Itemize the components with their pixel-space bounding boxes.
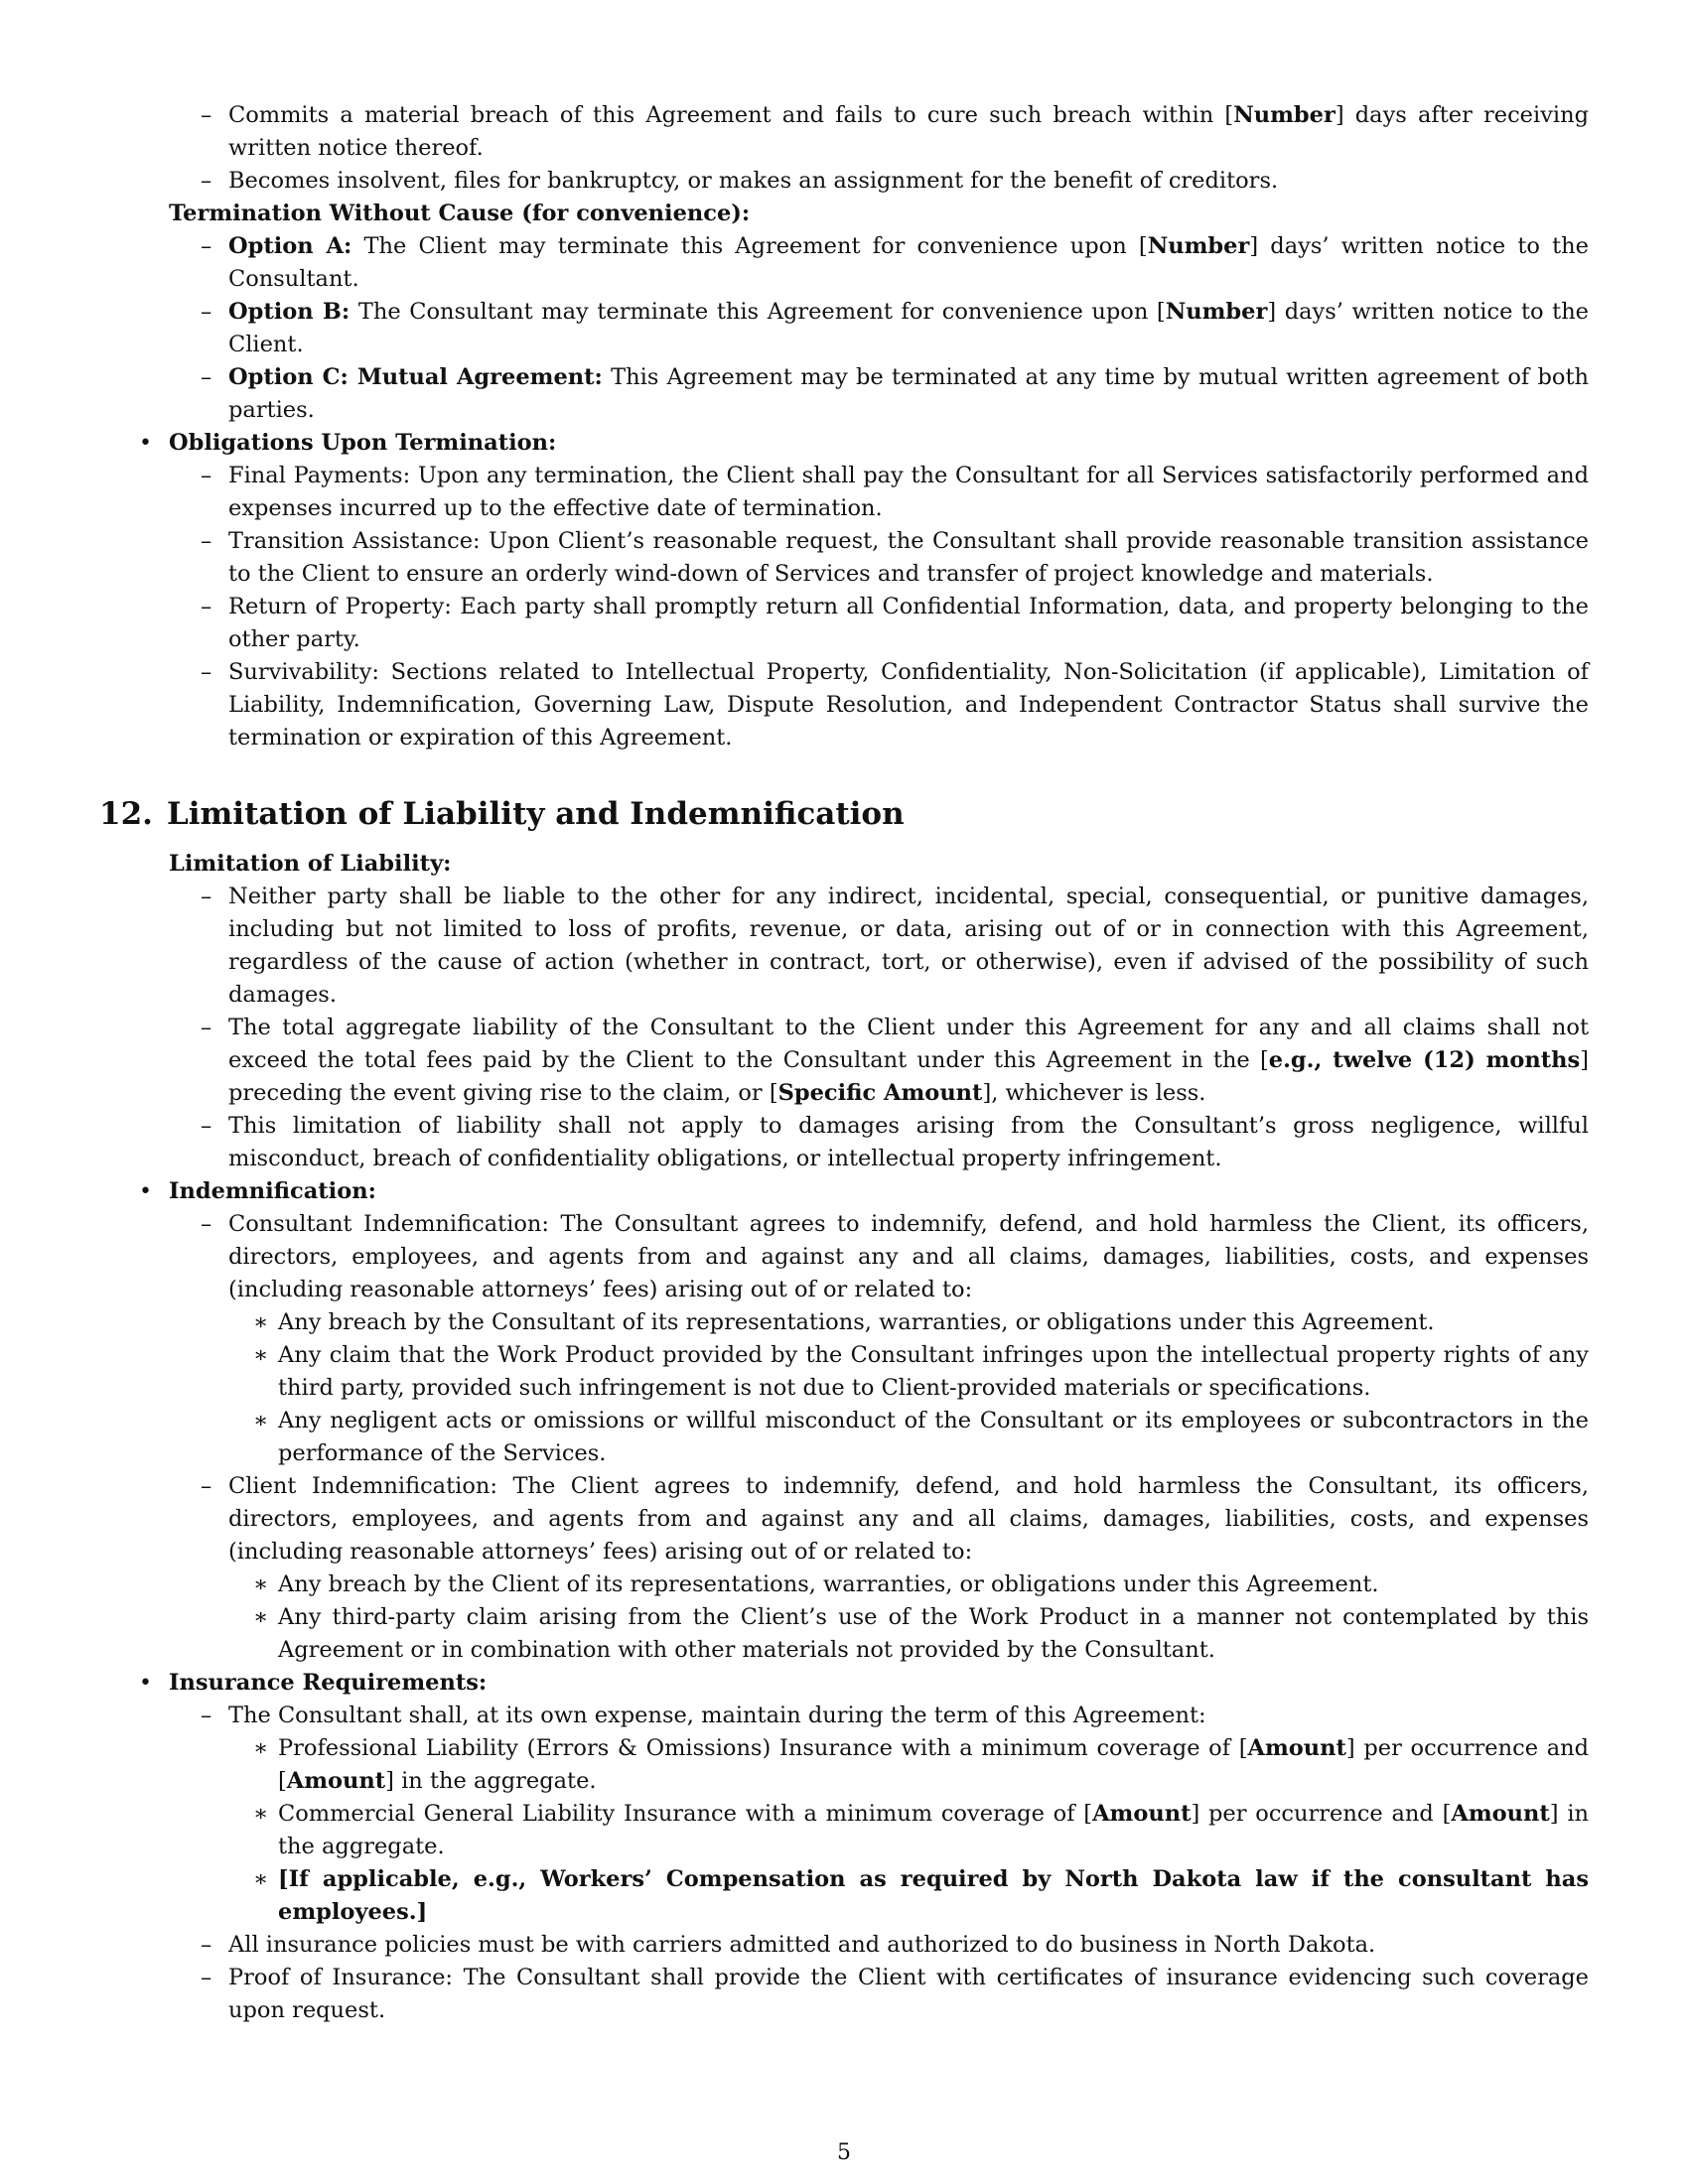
section-number: 12. <box>99 796 153 832</box>
commercial-general-liability <box>228 1798 1589 1863</box>
consultant-indemnification-items <box>169 1306 1589 1470</box>
text-segment: This Agreement may be terminated at any time by mutual written agreement of both parties. <box>228 364 1589 423</box>
section-heading <box>99 794 1589 834</box>
text-segment: ] days’ written notice to the Consultant. <box>228 233 1589 292</box>
text-segment: ] days after receiving written notice thereof. <box>228 102 1589 161</box>
list-item: ∗ Any breach by the Consultant of its representations, warranties, or obligations under this Agreement. <box>228 1306 1589 1339</box>
option-c <box>169 361 1589 427</box>
client-indemnification-items <box>169 1569 1589 1667</box>
termination-bullets <box>99 198 1589 754</box>
text-segment: Commercial General Liability Insurance with a minimum coverage of [ <box>278 1801 1093 1827</box>
option-a-label: Option A: <box>228 233 352 259</box>
workers-compensation <box>228 1863 1589 1929</box>
limitation-item-aggregate <box>169 1012 1589 1110</box>
obligations-upon-termination <box>99 427 1589 754</box>
list-item-insolvent: – Becomes insolvent, files for bankruptcy, or makes an assignment for the benefit of creditors. <box>169 165 1589 198</box>
insurance-requirements <box>99 1667 1589 2027</box>
text-segment: ] in the aggregate. <box>278 1801 1589 1859</box>
termination-without-cause-heading: Termination Without Cause (for convenience): <box>169 201 751 226</box>
survivability: – Survivability: Sections related to Intellectual Property, Confidentiality, Non-Solicitation (if applicable), Limitation of Liability, Indemnification, Governing Law, Dispute Resolution, and Independent Contractor Status shall survive the termination or expiration of this Agreement. <box>169 656 1589 754</box>
text-segment: ] per occurrence and [ <box>278 1735 1590 1794</box>
insurance-heading: Insurance Requirements: <box>169 1670 488 1696</box>
placeholder-amount: Amount <box>1092 1801 1192 1827</box>
client-indemnification <box>169 1470 1589 1667</box>
consultant-indemnification-intro: Consultant Indemnification: The Consultant agrees to indemnify, defend, and hold harmless the Client, its officers, directors, employees, and agents from and against any and all claims, damages, liabilities, costs, and expenses (including reasonable attorneys’ fees) arising out of or related to: <box>228 1211 1589 1302</box>
professional-liability <box>228 1732 1589 1798</box>
text-segment: Commits a material breach of this Agreement and fails to cure such breach within [ <box>228 102 1234 128</box>
list-item: ∗ Any breach by the Client of its representations, warranties, or obligations under this Agreement. <box>228 1569 1589 1601</box>
text-segment: ] preceding the event giving rise to the claim, or [ <box>228 1047 1589 1106</box>
consultant-indemnification <box>169 1208 1589 1470</box>
list-item: ∗ Any negligent acts or omissions or willful misconduct of the Consultant or its employees or subcontractors in the performance of the Services. <box>228 1405 1589 1470</box>
text-segment: ] in the aggregate. <box>385 1768 597 1794</box>
text-segment: ] per occurrence and [ <box>1191 1801 1452 1827</box>
list-item: ∗ Any claim that the Work Product provided by the Consultant infringes upon the intellectual property rights of any third party, provided such infringement is not due to Client-provided materials or specifications. <box>228 1339 1589 1405</box>
option-b-label: Option B: <box>228 299 351 325</box>
limitation-heading: Limitation of Liability: <box>169 851 452 877</box>
workers-compensation-text: [If applicable, e.g., Workers’ Compensation as required by North Dakota law if the consultant has employees.] <box>278 1866 1589 1925</box>
client-indemnification-intro: Client Indemnification: The Client agrees to indemnify, defend, and hold harmless the Consultant, its officers, directors, employees, and agents from and against any and all claims, damages, liabilities, costs, and expenses (including reasonable attorneys’ fees) arising out of or related to: <box>228 1473 1589 1565</box>
insurance-carriers: – All insurance policies must be with carriers admitted and authorized to do business in North Dakota. <box>169 1929 1589 1962</box>
text-segment: The Consultant may terminate this Agreement for convenience upon [ <box>350 299 1166 325</box>
placeholder-amount: Amount <box>1451 1801 1550 1827</box>
placeholder-amount: Specific Amount <box>777 1080 983 1106</box>
transition-assistance: – Transition Assistance: Upon Client’s reasonable request, the Consultant shall provide reasonable transition assistance to the Client to ensure an orderly wind-down of Services and transfer of project knowledge and materials. <box>169 525 1589 591</box>
section-12-bullets <box>99 848 1589 2027</box>
insurance-coverage-items <box>169 1732 1589 1929</box>
insurance-intro: The Consultant shall, at its own expense, maintain during the term of this Agreement: <box>228 1703 1206 1728</box>
proof-of-insurance: – Proof of Insurance: The Consultant shall provide the Client with certificates of insurance evidencing such coverage upon request. <box>169 1962 1589 2027</box>
indemnification <box>99 1175 1589 1667</box>
termination-for-cause-continued <box>99 99 1589 198</box>
placeholder-amount: Amount <box>1247 1735 1346 1761</box>
obligations-heading: Obligations Upon Termination: <box>169 430 557 456</box>
text-segment: ] days’ written notice to the Client. <box>228 299 1589 357</box>
limitation-item-consequential: – Neither party shall be liable to the other for any indirect, incidental, special, consequential, or punitive damages, including but not limited to loss of profits, revenue, or data, arising out of or in connection with this Agreement, regardless of the cause of action (whether in contract, tort, or otherwise), even if advised of the possibility of such damages. <box>169 881 1589 1012</box>
section-title: Limitation of Liability and Indemnification <box>166 796 905 832</box>
termination-without-cause <box>99 198 1589 427</box>
insurance-maintain <box>169 1700 1589 1929</box>
indemnification-heading: Indemnification: <box>169 1178 376 1204</box>
page-number: 5 <box>837 2140 851 2165</box>
obligations-sublist <box>99 460 1589 754</box>
limitation-item-exceptions: – This limitation of liability shall not apply to damages arising from the Consultant’s gross negligence, willful misconduct, breach of confidentiality obligations, or intellectual property infringement. <box>169 1110 1589 1175</box>
list-item: ∗ Any third-party claim arising from the Client’s use of the Work Product in a manner not contemplated by this Agreement or in combination with other materials not provided by the Consultant. <box>228 1601 1589 1667</box>
final-payments: – Final Payments: Upon any termination, the Client shall pay the Consultant for all Services satisfactorily performed and expenses incurred up to the effective date of termination. <box>169 460 1589 525</box>
text-segment: Professional Liability (Errors & Omissions) Insurance with a minimum coverage of [ <box>278 1735 1248 1761</box>
limitation-sublist <box>99 881 1589 1175</box>
termination-list <box>99 99 1589 198</box>
document-page <box>99 99 1589 2027</box>
text-segment: The Client may terminate this Agreement for convenience upon [ <box>352 233 1148 259</box>
option-b <box>169 296 1589 361</box>
list-item-material-breach <box>169 99 1589 165</box>
placeholder-amount: Amount <box>286 1768 386 1794</box>
placeholder-period: e.g., twelve (12) months <box>1268 1047 1581 1073</box>
cause-sublist <box>169 99 1589 198</box>
placeholder-number: Number <box>1147 233 1250 259</box>
option-a <box>169 230 1589 296</box>
placeholder-number: Number <box>1165 299 1268 325</box>
return-of-property: – Return of Property: Each party shall promptly return all Confidential Information, data, and property belonging to the other party. <box>169 591 1589 656</box>
insurance-sublist <box>99 1700 1589 2027</box>
option-c-label: Option C: Mutual Agreement: <box>228 364 603 390</box>
placeholder-number: Number <box>1233 102 1336 128</box>
text-segment: The total aggregate liability of the Consultant to the Client under this Agreement for any and all claims shall not exceed the total fees paid by the Client to the Consultant under this Agreement in the [ <box>228 1015 1589 1073</box>
limitation-of-liability <box>99 848 1589 1175</box>
text-segment: ], whichever is less. <box>982 1080 1206 1106</box>
without-cause-options <box>99 230 1589 427</box>
indemnification-sublist <box>99 1208 1589 1667</box>
